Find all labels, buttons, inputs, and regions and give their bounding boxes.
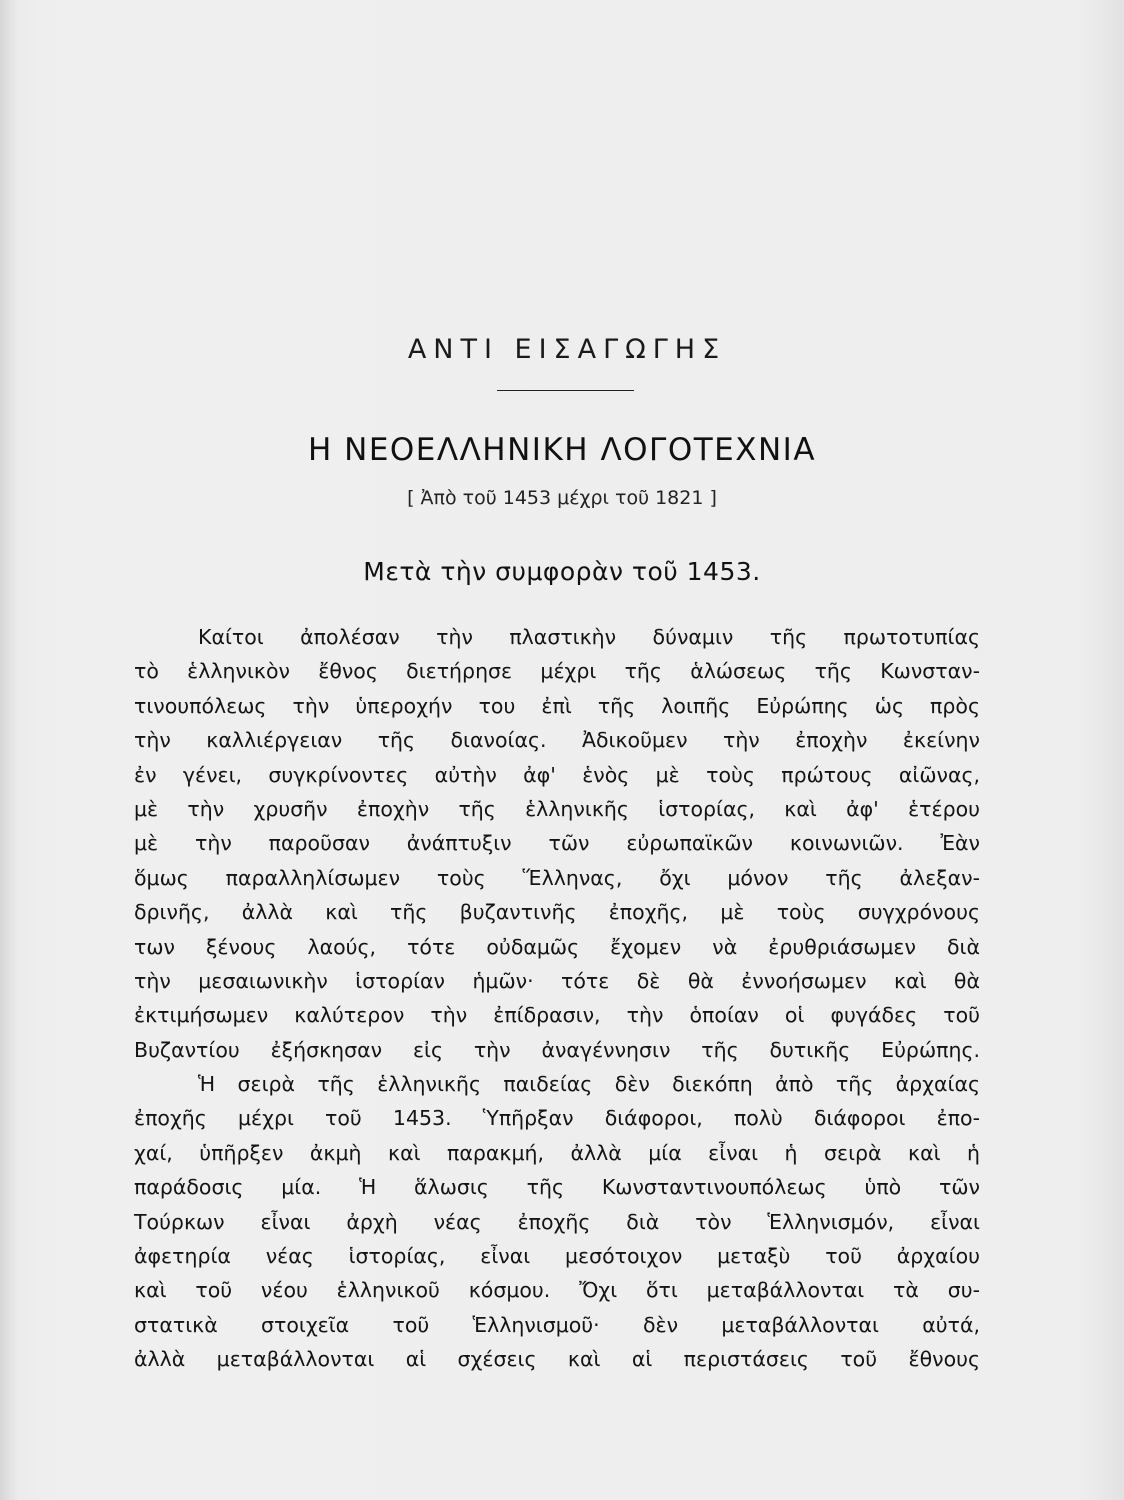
supertitle: ΑΝΤΙ ΕΙΣΑΓΩΓΗΣ: [407, 334, 727, 365]
text-line: δρινῆς, ἀλλὰ καὶ τῆς βυζαντινῆς ἐποχῆς, μὲ τοὺς συγχρόνους: [134, 900, 980, 925]
text-line: ὅμως παραλληλίσωμεν τοὺς Ἕλληνας, ὄχι μόνον τῆς ἀλεξαν-: [134, 865, 980, 890]
title-divider: [497, 390, 634, 391]
text-line: ἀλλὰ μεταβάλλονται αἱ σχέσεις καὶ αἱ περιστάσεις τοῦ ἔθνους: [134, 1347, 980, 1372]
text-line: καὶ τοῦ νέου ἑλληνικοῦ κόσμου. Ὄχι ὅτι μεταβάλλονται τὰ συ-: [134, 1278, 980, 1303]
text-line: Καίτοι ἀπολέσαν τὴν πλαστικὴν δύναμιν τῆς πρωτοτυπίας: [198, 625, 980, 649]
date-range-subtitle: [ Ἀπὸ τοῦ 1453 μέχρι τοῦ 1821 ]: [407, 487, 717, 509]
text-line: τὸ ἑλληνικὸν ἔθνος διετήρησε μέχρι τῆς ἁλώσεως τῆς Κωνσταν-: [134, 659, 980, 684]
text-line: μὲ τὴν χρυσῆν ἐποχὴν τῆς ἑλληνικῆς ἱστορίας, καὶ ἀφ' ἑτέρου: [134, 796, 980, 821]
text-line: τὴν μεσαιωνικὴν ἱστορίαν ἡμῶν· τότε δὲ θὰ ἐννοήσωμεν καὶ θὰ: [134, 968, 980, 993]
text-line: Ἡ σειρὰ τῆς ἑλληνικῆς παιδείας δὲν διεκόπη ἀπὸ τῆς ἀρχαίας: [198, 1072, 980, 1097]
text-line: τὴν καλλιέργειαν τῆς διανοίας. Ἀδικοῦμεν τὴν ἐποχὴν ἐκείνην: [134, 728, 980, 753]
text-line: Τούρκων εἶναι ἀρχὴ νέας ἐποχῆς διὰ τὸν Ἑλληνισμόν, εἶναι: [134, 1209, 980, 1234]
text-line: των ξένους λαούς, τότε οὐδαμῶς ἔχομεν νὰ ἐρυθριάσωμεν διὰ: [134, 934, 980, 959]
text-line: μὲ τὴν παροῦσαν ἀνάπτυξιν τῶν εὐρωπαϊκῶν κοινωνιῶν. Ἐὰν: [134, 831, 980, 856]
text-line: παράδοσις μία. Ἡ ἅλωσις τῆς Κωνσταντινουπόλεως ὑπὸ τῶν: [134, 1175, 980, 1200]
text-line: Βυζαντίου ἐξήσκησαν εἰς τὴν ἀναγέννησιν τῆς δυτικῆς Εὐρώπης.: [134, 1037, 980, 1062]
text-line: ἐκτιμήσωμεν καλύτερον τὴν ἐπίδρασιν, τὴν ὁποίαν οἱ φυγάδες τοῦ: [134, 1003, 980, 1028]
text-line: ἀφετηρία νέας ἱστορίας, εἶναι μεσότοιχον μεταξὺ τοῦ ἀρχαίου: [134, 1244, 980, 1269]
body-text: [134, 620, 980, 1377]
text-line: ἐν γένει, συγκρίνοντες αὐτὴν ἀφ' ἑνὸς μὲ τοὺς πρώτους αἰῶνας,: [134, 762, 980, 787]
text-line: τινουπόλεως τὴν ὑπεροχήν του ἐπὶ τῆς λοιπῆς Εὐρώπης ὡς πρὸς: [134, 693, 980, 718]
text-line: χαί, ὑπῆρξεν ἀκμὴ καὶ παρακμή, ἀλλὰ μία εἶναι ἡ σειρὰ καὶ ἡ: [134, 1140, 980, 1165]
text-line: στατικὰ στοιχεῖα τοῦ Ἑλληνισμοῦ· δὲν μεταβάλλονται αὐτά,: [134, 1312, 980, 1337]
text-line: ἐποχῆς μέχρι τοῦ 1453. Ὑπῆρξαν διάφοροι, πολὺ διάφοροι ἐπο-: [134, 1106, 980, 1131]
page-title: Η ΝΕΟΕΛΛΗΝΙΚΗ ΛΟΓΟΤΕΧΝΙΑ: [307, 432, 817, 468]
section-heading: Μετὰ τὴν συμφορὰν τοῦ 1453.: [363, 557, 761, 586]
